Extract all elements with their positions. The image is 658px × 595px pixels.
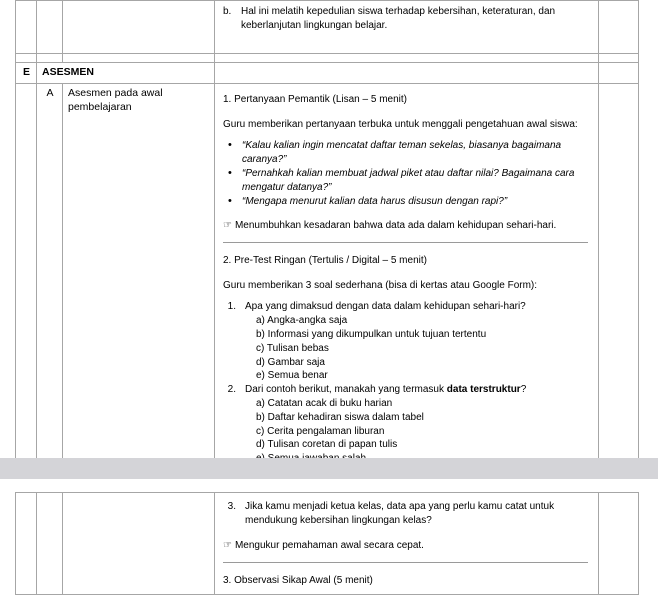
cell-assessment-subletter: [37, 83, 63, 476]
block1-note: [223, 219, 588, 233]
document-page-bottom: [0, 492, 658, 595]
option-list: [245, 397, 588, 466]
content-divider-bottom: [223, 562, 588, 563]
list-item: [223, 195, 588, 209]
cell-assessment-last-empty: [599, 83, 639, 476]
cell-content-continued-bottom: [215, 493, 599, 595]
option-item: c) Cerita pengalaman liburan: [256, 425, 385, 437]
list-item: [223, 139, 588, 166]
pretest-question-list-continued: [223, 500, 588, 528]
option-item: e) Semua benar: [256, 370, 328, 382]
block2-intro: Guru memberikan 3 soal sederhana (bisa di kertas atau Google Form):: [223, 279, 538, 291]
list-item-text: “Kalau kalian ingin mencatat daftar teman sekelas, biasanya bagaimana caranya?”: [242, 140, 562, 165]
cell-description-empty-bottom: [63, 493, 215, 595]
list-item-text: Hal ini melatih kepedulian siswa terhadap kebersihan, keteraturan, dan keberlanjutan lingkungan belajar.: [241, 6, 556, 31]
cell-spacer-1: [16, 54, 37, 63]
question-text: Jika kamu menjadi ketua kelas, data apa yang perlu kamu catat untuk mendukung kebersihan lingkungan kelas?: [245, 501, 555, 526]
list-marker: b.: [223, 6, 232, 17]
block3-heading: 3. Observasi Sikap Awal (5 menit): [223, 575, 373, 587]
list-number: 1.: [227, 301, 236, 313]
question-prefix: Apa yang dimaksud dengan data dalam kehidupan sehari-hari?: [245, 301, 526, 313]
table-row-assessment: [16, 83, 639, 476]
block1-intro: Guru memberikan pertanyaan terbuka untuk menggali pengetahuan awal siswa:: [223, 118, 578, 130]
cell-section-letter: [16, 63, 37, 84]
list-item-text: “Pernahkah kalian membuat jadwal piket atau daftar nilai? Bagaimana cara mengatur datanya?”: [242, 168, 575, 193]
cell-letter-empty: [16, 1, 37, 54]
block2-heading: 2. Pre-Test Ringan (Tertulis / Digital – 5 menit): [223, 255, 427, 267]
table-row-continued: [16, 1, 639, 54]
lettered-list: [223, 5, 588, 33]
assessment-subletter: A: [46, 86, 54, 99]
cell-assessment-description: [63, 83, 215, 476]
bullet-icon: •: [228, 139, 232, 152]
assessment-table-top: [15, 0, 639, 477]
cell-subletter-empty-bottom: [37, 493, 63, 595]
option-item: c) Tulisan bebas: [256, 342, 329, 354]
block1-heading: 1. Pertanyaan Pemantik (Lisan – 5 menit): [223, 93, 407, 105]
cell-description-empty: [63, 1, 215, 54]
cell-content-continued: [215, 1, 599, 54]
question-suffix: ?: [520, 384, 527, 396]
table-row-spacer: [16, 54, 639, 63]
list-item: [223, 5, 588, 33]
cell-section-last-empty: [599, 63, 639, 84]
list-number: 3.: [227, 501, 236, 512]
cell-spacer-4: [215, 54, 599, 63]
list-item: [223, 167, 588, 194]
question-text: [245, 301, 526, 312]
section-title: ASESMEN: [42, 66, 94, 78]
content-divider: [223, 242, 588, 243]
question-prefix: Dari contoh berikut, manakah yang termasuk: [245, 384, 447, 396]
option-item: d) Gambar saja: [256, 356, 325, 368]
question-emphasis: data terstruktur: [446, 384, 521, 396]
cell-last-empty-bottom: [599, 493, 639, 595]
cell-spacer-2: [37, 54, 63, 63]
cell-section-main-empty: [215, 63, 599, 84]
table-row-section-header: [16, 63, 639, 84]
pretest-question-list: [223, 300, 588, 466]
list-item-text: “Mengapa menurut kalian data harus disusun dengan rapi?”: [242, 196, 508, 208]
bullet-icon: •: [228, 195, 232, 208]
cell-letter-empty-bottom: [16, 493, 37, 595]
list-item: [223, 500, 588, 528]
list-number: 2.: [227, 384, 236, 396]
list-item: [223, 383, 588, 466]
cell-last-empty: [599, 1, 639, 54]
page-break-separator: [0, 458, 658, 479]
question-text: [245, 384, 526, 395]
option-item: b) Informasi yang dikumpulkan untuk tujuan tertentu: [256, 329, 487, 341]
cell-assessment-letter-empty: [16, 83, 37, 476]
bullet-icon: •: [228, 167, 232, 180]
bottom-note: [223, 539, 588, 553]
cell-spacer-3: [63, 54, 215, 63]
pointing-hand-icon: ☞: [223, 219, 232, 231]
table-row-continued-bottom: [16, 493, 639, 595]
option-item: b) Daftar kehadiran siswa dalam tabel: [256, 411, 424, 423]
option-item: a) Angka-angka saja: [256, 315, 348, 327]
cell-section-title: [37, 63, 215, 84]
list-item: [223, 300, 588, 383]
cell-subletter-empty: [37, 1, 63, 54]
cell-assessment-content: [215, 83, 599, 476]
cell-spacer-5: [599, 54, 639, 63]
option-item: d) Tulisan coretan di papan tulis: [256, 439, 398, 451]
pointing-hand-icon: ☞: [223, 539, 232, 551]
block1-note-text: Menumbuhkan kesadaran bahwa data ada dalam kehidupan sehari-hari.: [234, 219, 557, 231]
section-letter: E: [22, 66, 30, 78]
option-item: a) Catatan acak di buku harian: [256, 398, 393, 409]
assessment-description: Asesmen pada awal pembelajaran: [68, 86, 163, 113]
assessment-table-bottom: [15, 492, 639, 595]
option-list: [245, 314, 588, 383]
bottom-note-text: Mengukur pemahaman awal secara cepat.: [234, 539, 424, 551]
pemantik-question-list: [223, 139, 588, 209]
